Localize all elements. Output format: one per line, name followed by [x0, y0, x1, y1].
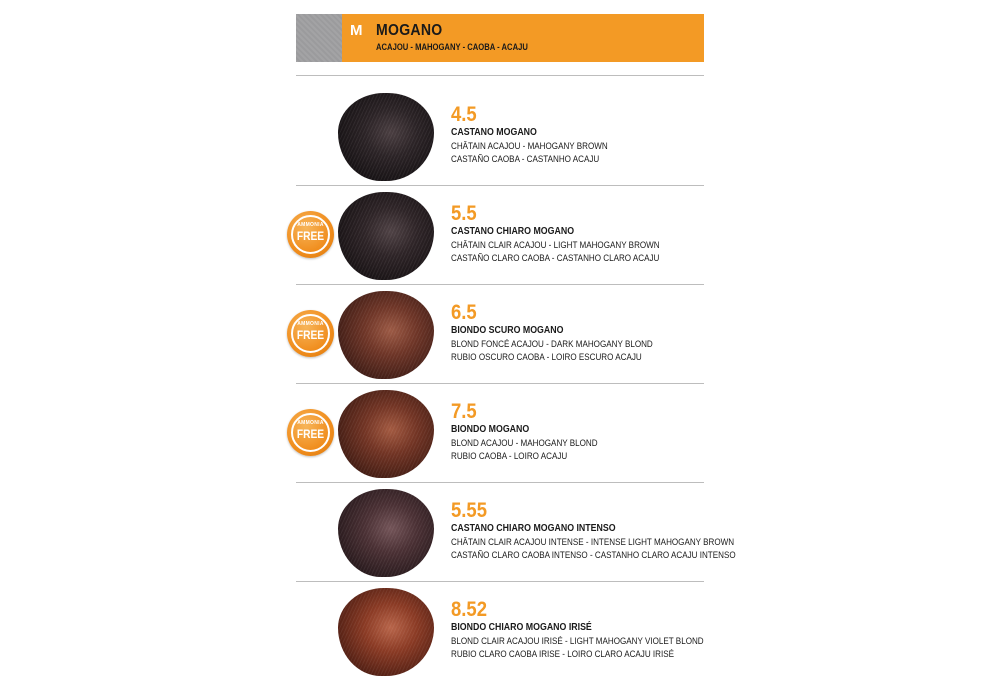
shade-translation-2: RUBIO CAOBA - LOIRO ACAJU: [451, 451, 568, 462]
shade-code: 6.5: [451, 301, 477, 324]
header-orange-bar: [342, 14, 704, 62]
color-chart-card: [296, 14, 736, 667]
shade-row: [296, 285, 704, 384]
ammonia-free-badge-icon: [287, 211, 334, 258]
shade-code: 4.5: [451, 103, 477, 126]
shade-translation-2: CASTAÑO CAOBA - CASTANHO ACAJU: [451, 154, 600, 165]
shade-row: [296, 483, 736, 582]
header-grey-tab: [296, 14, 342, 62]
section-subtitle: ACAJOU - MAHOGANY - CAOBA - ACAJU: [376, 42, 528, 52]
badge-big-text: FREE: [296, 229, 325, 243]
hair-strands: [338, 93, 434, 181]
shade-translation-2: RUBIO CLARO CAOBA IRISE - LOIRO CLARO ACAJU IRISÉ: [451, 649, 675, 660]
shade-name: BIONDO SCURO MOGANO: [451, 325, 564, 336]
shade-translation-1: BLOND CLAIR ACAJOU IRISÉ - LIGHT MAHOGANY VIOLET BLOND: [451, 636, 704, 647]
shade-name: CASTANO MOGANO: [451, 127, 537, 138]
section-letter: M: [350, 22, 363, 39]
shade-translation-1: CHÂTAIN CLAIR ACAJOU - LIGHT MAHOGANY BROWN: [451, 240, 660, 251]
hair-strands: [338, 489, 434, 577]
shade-code: 5.55: [451, 499, 487, 522]
shade-translation-1: CHÂTAIN CLAIR ACAJOU INTENSE - INTENSE LIGHT MAHOGANY BROWN: [451, 537, 735, 548]
badge-big-text: FREE: [296, 328, 325, 342]
shade-translation-2: CASTAÑO CLARO CAOBA - CASTANHO CLARO ACAJU: [451, 253, 660, 264]
shade-translation-1: BLOND FONCÉ ACAJOU - DARK MAHOGANY BLOND: [451, 339, 653, 350]
hair-strands: [338, 192, 434, 280]
ammonia-free-badge-icon: [287, 310, 334, 357]
hair-swatch-image: [338, 390, 434, 478]
badge-small-text: AMMONIA: [297, 222, 324, 228]
badge-big-text: FREE: [296, 427, 325, 441]
shade-code: 7.5: [451, 400, 477, 423]
shade-row: [296, 384, 704, 483]
shade-translation-2: RUBIO OSCURO CAOBA - LOIRO ESCURO ACAJU: [451, 352, 642, 363]
hair-strands: [338, 588, 434, 676]
hair-swatch-image: [338, 93, 434, 181]
shade-name: CASTANO CHIARO MOGANO: [451, 226, 575, 237]
shade-name: BIONDO CHIARO MOGANO IRISÉ: [451, 622, 592, 633]
section-header: [296, 14, 704, 62]
shade-code: 8.52: [451, 598, 487, 621]
ammonia-free-badge-icon: [287, 409, 334, 456]
badge-small-text: AMMONIA: [297, 321, 324, 327]
divider: [296, 75, 704, 76]
shade-row: [296, 186, 704, 285]
shade-name: BIONDO MOGANO: [451, 424, 530, 435]
badge-small-text: AMMONIA: [297, 420, 324, 426]
shade-translation-2: CASTAÑO CLARO CAOBA INTENSO - CASTANHO CLARO ACAJU INTENSO: [451, 550, 736, 561]
section-title: MOGANO: [376, 22, 443, 39]
hair-swatch-image: [338, 588, 434, 676]
hair-swatch-image: [338, 291, 434, 379]
hair-strands: [338, 390, 434, 478]
shade-row: [296, 87, 704, 186]
hair-swatch-image: [338, 489, 434, 577]
shade-code: 5.5: [451, 202, 477, 225]
shade-row: [296, 582, 704, 681]
shade-name: CASTANO CHIARO MOGANO INTENSO: [451, 523, 616, 534]
hair-strands: [338, 291, 434, 379]
shade-translation-1: CHÂTAIN ACAJOU - MAHOGANY BROWN: [451, 141, 608, 152]
shade-translation-1: BLOND ACAJOU - MAHOGANY BLOND: [451, 438, 598, 449]
hair-swatch-image: [338, 192, 434, 280]
